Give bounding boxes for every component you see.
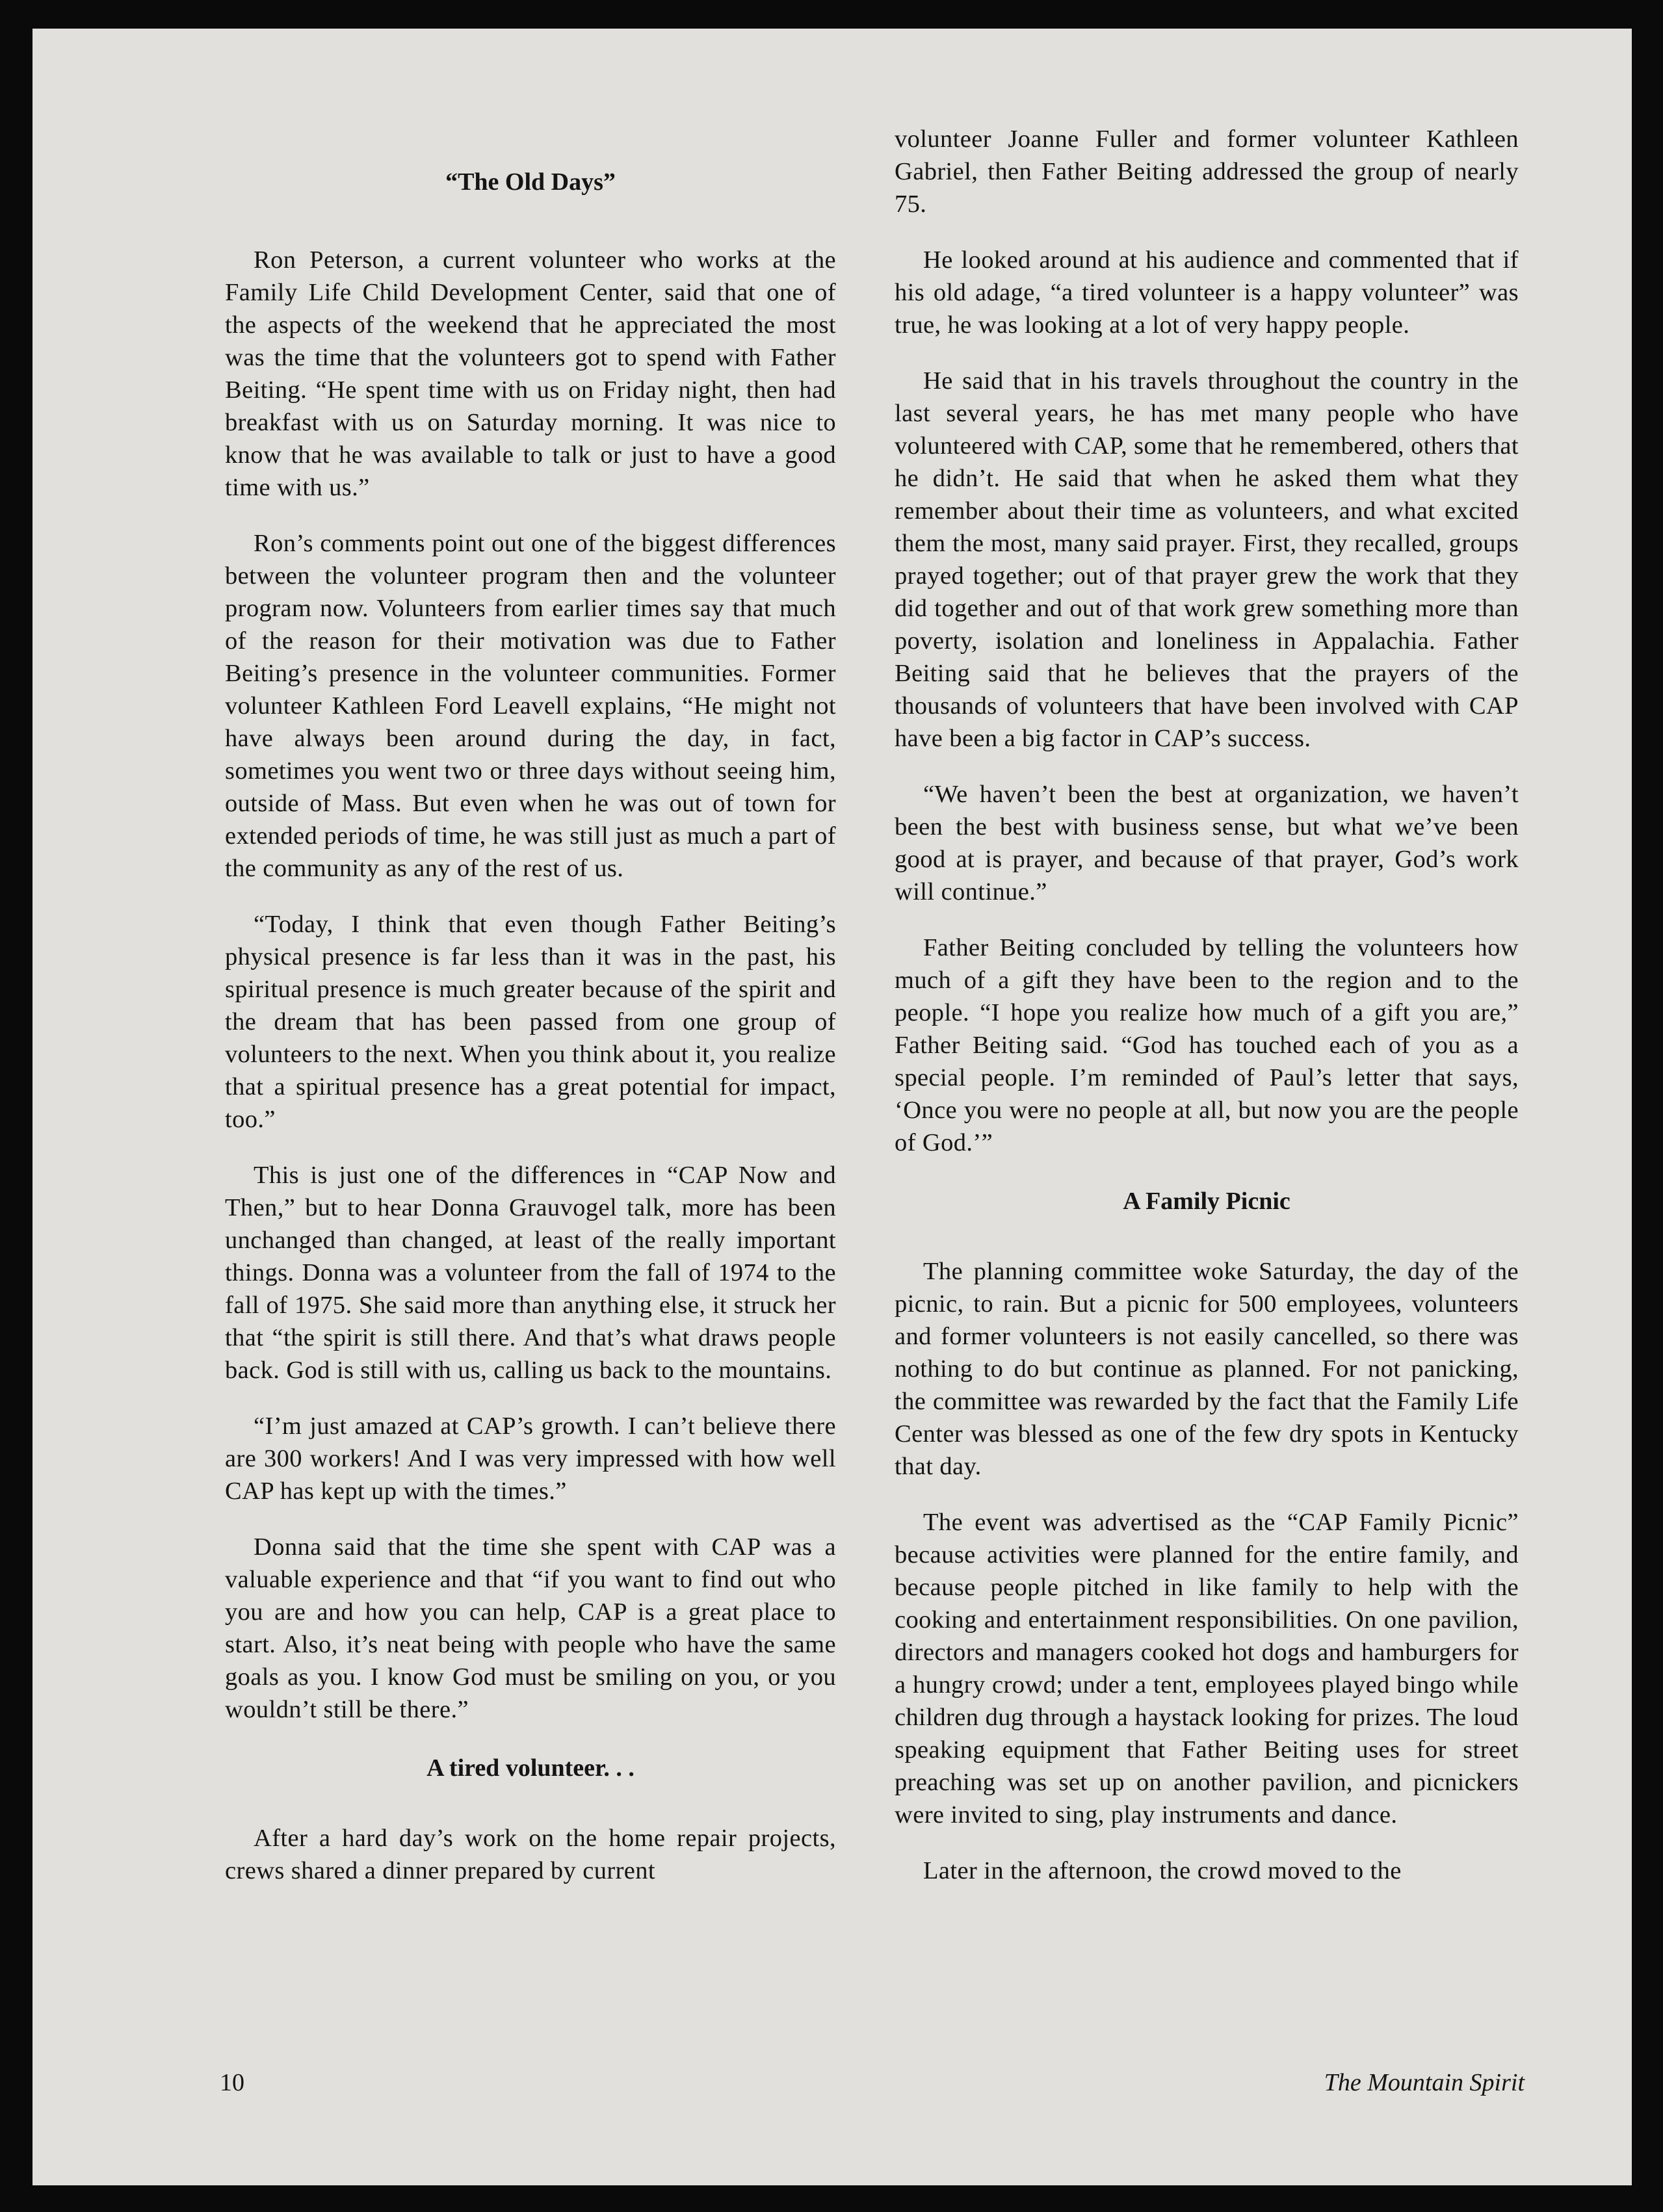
left-column	[225, 142, 836, 1910]
publication-title: The Mountain Spirit	[1324, 2069, 1525, 2096]
paragraph: Ron Peterson, a current volunteer who works at the Family Life Child Development Center, said that one of the aspects of the weekend that he appreciated the most was the time that the volunteers got to spend with Father Beiting. “He spent time with us on Friday night, then had breakfast with us on Saturday morning. It was nice to know that he was available to talk or just to have a good time with us.”	[225, 246, 836, 501]
paragraph: Ron’s comments point out one of the biggest differences between the volunteer program then and the volunteer program now. Volunteers from earlier times say that much of the reason for their motivation was due to Father Beiting’s presence in the volunteer communities. Former volunteer Kathleen Ford Leavell explains, “He might not have always been around during the day, in fact, sometimes you went two or three days without seeing him, outside of Mass. But even when he was out of town for extended periods of time, he was still just as much a part of the community as any of the rest of us.	[225, 530, 836, 882]
document-page	[33, 29, 1632, 2185]
paragraph: He said that in his travels throughout the country in the last several years, he has met many people who have volunteered with CAP, some that he remembered, others that he didn’t. He said that when he asked them what they remember about their time as volunteers, and what excited them the most, many said prayer. First, they recalled, groups prayed together; out of that prayer grew the work that they did together and out of that work grew something more than poverty, isolation and loneliness in Appalachia. Father Beiting said that he believes that the prayers of the thousands of volunteers that have been involved with CAP have been a big factor in CAP’s success.	[895, 367, 1519, 752]
section-heading-tired-volunteer: A tired volunteer. . .	[426, 1754, 635, 1782]
paragraph: Donna said that the time she spent with CAP was a valuable experience and that “if you want to find out who you are and how you can help, CAP is a great place to start. Also, it’s neat being with people who have the same goals as you. I know God must be smiling on you, or you wouldn’t still be there.”	[225, 1533, 836, 1723]
paragraph: After a hard day’s work on the home repair projects, crews shared a dinner prepared by current	[225, 1825, 836, 1884]
paragraph: He looked around at his audience and commented that if his old adage, “a tired volunteer is a happy volunteer” was true, he was looking at a lot of very happy people.	[895, 246, 1519, 339]
paragraph: This is just one of the differences in “CAP Now and Then,” but to hear Donna Grauvogel talk, more has been unchanged than changed, at least of the really important things. Donna was a volunteer from the fall of 1974 to the fall of 1975. She said more than anything else, it struck her that “the spirit is still there. And that’s what draws people back. God is still with us, calling us back to the mountains.	[225, 1162, 836, 1384]
paragraph: The planning committee woke Saturday, the day of the picnic, to rain. But a picnic for 500 employees, volunteers and former volunteers is not easily cancelled, so there was nothing to do but continue as planned. For not panicking, the committee was rewarded by the fact that the Family Life Center was blessed as one of the few dry spots in Kentucky that day.	[895, 1258, 1519, 1480]
paragraph: Father Beiting concluded by telling the volunteers how much of a gift they have been to the region and to the people. “I hope you realize how much of a gift you are,” Father Beiting said. “God has touched each of you as a special people. I’m reminded of Paul’s letter that says, ‘Once you were no people at all, but now you are the people of God.’”	[895, 934, 1519, 1156]
section-heading-family-picnic: A Family Picnic	[1123, 1188, 1290, 1215]
paragraph: “I’m just amazed at CAP’s growth. I can’t believe there are 300 workers! And I was very impressed with how well CAP has kept up with the times.”	[225, 1412, 836, 1505]
paragraph: “Today, I think that even though Father Beiting’s physical presence is far less than it was in the past, his spiritual presence is much greater because of the spirit and the dream that has been passed from one group of volunteers to the next. When you think about it, you realize that a spiritual presence has a great potential for impact, too.”	[225, 911, 836, 1133]
section-heading-old-days: “The Old Days”	[445, 168, 616, 196]
paragraph: The event was advertised as the “CAP Family Picnic” because activities were planned for the entire family, and because people pitched in like family to help with the cooking and entertainment responsibilities. On one pavilion, directors and managers cooked hot dogs and hamburgers for a hungry crowd; under a tent, employees played bingo while children dug through a haystack looking for prizes. The loud speaking equipment that Father Beiting uses for street preaching was set up on another pavilion, and picnickers were invited to sing, play instruments and dance.	[895, 1509, 1519, 1828]
paragraph: Later in the afternoon, the crowd moved to the	[923, 1857, 1402, 1884]
paragraph: “We haven’t been the best at organization, we haven’t been the best with business sense, but what we’ve been good at is prayer, and because of that prayer, God’s work will continue.”	[895, 781, 1519, 905]
right-column	[895, 123, 1519, 1910]
paragraph: volunteer Joanne Fuller and former volunteer Kathleen Gabriel, then Father Beiting addressed the group of nearly 75.	[895, 125, 1519, 218]
page-number: 10	[220, 2069, 244, 2096]
